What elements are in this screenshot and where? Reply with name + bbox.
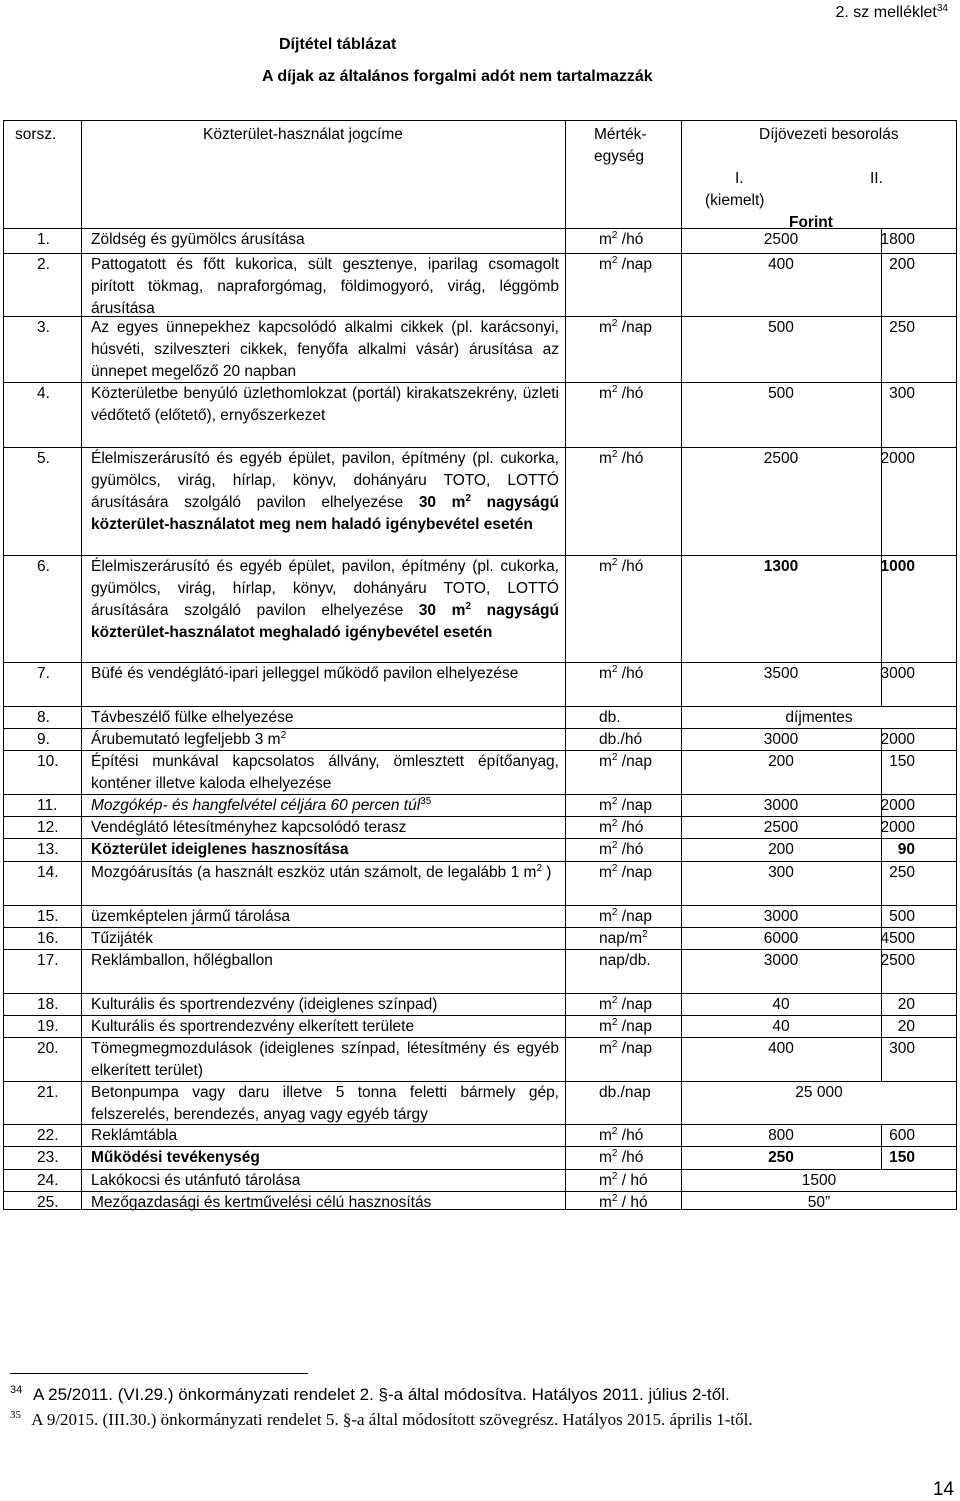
row-unit: nap/$m^2$ xyxy=(599,929,648,947)
row-unit: $m^2$ /hó xyxy=(599,840,644,858)
row-unit: $m^2$ /hó xyxy=(599,557,644,575)
row-number: 22. xyxy=(37,1127,59,1144)
row-unit: $m^2$ / hó xyxy=(599,1171,648,1189)
header-unit-1: Mérték- xyxy=(594,126,647,143)
row-value-cat2: 2000 xyxy=(880,450,915,467)
row-unit: $m^2$ /hó xyxy=(599,818,644,836)
table-row xyxy=(3,750,957,794)
fee-table xyxy=(3,120,957,1210)
table-row xyxy=(3,228,957,253)
row-description: Reklámtábla xyxy=(91,1127,178,1144)
row-number: 8. xyxy=(37,709,50,726)
table-row xyxy=(3,1146,957,1169)
row-value-cat1: 1300 xyxy=(763,558,799,575)
row-value-cat1: 250 xyxy=(768,1149,794,1166)
footnote-34 xyxy=(10,1385,730,1405)
row-description: Zöldség és gyümölcs árusítása xyxy=(91,231,305,248)
row-value-cat2: 2000 xyxy=(880,797,915,814)
row-unit: $m^2$ /hó xyxy=(599,384,644,402)
table-row xyxy=(3,993,957,1015)
row-unit: $m^2$ /nap xyxy=(599,752,652,770)
row-unit: $m^2$ /hó xyxy=(599,449,644,467)
row-value-cat2: 300 xyxy=(889,385,915,402)
row-value-cat1: 2500 xyxy=(763,819,799,836)
header-title: Közterület-használat jogcíme xyxy=(203,126,403,143)
row-value-cat2: 250 xyxy=(889,319,915,336)
row-value-cat1: 800 xyxy=(768,1127,794,1144)
row-description: Élelmiszerárusító és egyéb épület, pavilon, építmény (pl. cukorka, gyümölcs, virág, hírlap, könyv, dohányáru TOTO, LOTTÓ árusítására szolgáló pavilon elhelyezése 30 $m^2$ nagyságú közterület-használatot meghaladó igénybevétel esetén xyxy=(91,558,559,641)
row-value-cat2: 3000 xyxy=(880,665,915,682)
row-value-cat1: 200 xyxy=(768,841,794,858)
table-row xyxy=(3,905,957,927)
row-value-cat2: 500 xyxy=(889,908,915,925)
row-description: Reklámballon, hőlégballon xyxy=(91,952,273,969)
row-number: 7. xyxy=(37,665,50,682)
row-number: 4. xyxy=(37,385,50,402)
row-value-cat2: 200 xyxy=(889,256,915,273)
row-description: Működési tevékenység xyxy=(91,1149,260,1166)
row-description: Építési munkával kapcsolatos állvány, ömlesztett építőanyag, konténer illetve kaloda elhelyezése xyxy=(91,753,559,792)
table-row xyxy=(3,1191,957,1210)
row-value-cat1: 300 xyxy=(768,864,794,881)
row-value-cat1: 3000 xyxy=(763,908,799,925)
row-number: 14. xyxy=(37,864,59,881)
row-value-cat1: 500 xyxy=(768,319,794,336)
row-value-cat2: 250 xyxy=(889,864,915,881)
row-unit: nap/db. xyxy=(599,952,651,969)
row-number: 5. xyxy=(37,450,50,467)
row-value-cat1: 6000 xyxy=(763,930,799,947)
row-description: Betonpumpa vagy daru illetve 5 tonna feletti bármely gép, felszerelés, berendezés, anyag vagy egyéb tárgy xyxy=(91,1084,559,1123)
row-description: Lakókocsi és utánfutó tárolása xyxy=(91,1172,301,1189)
table-row xyxy=(3,861,957,905)
row-description: Közterület ideiglenes hasznosítása xyxy=(91,841,349,858)
footnote-ref-34: 34 xyxy=(936,3,948,14)
row-value-cat1: 2500 xyxy=(763,231,799,248)
page-number: 14 xyxy=(932,1479,954,1500)
table-row xyxy=(3,316,957,382)
row-number: 12. xyxy=(37,819,59,836)
row-description: Büfé és vendéglátó-ipari jelleggel működő pavilon elhelyezése xyxy=(91,665,519,682)
row-number: 11. xyxy=(37,797,58,814)
row-unit: $m^2$ /hó xyxy=(599,1148,644,1166)
page-subtitle: A díjak az általános forgalmi adót nem tartalmazzák xyxy=(262,68,653,85)
row-unit: $m^2$ /nap xyxy=(599,907,652,925)
header-cat2: II. xyxy=(870,170,883,187)
row-value-cat1: 400 xyxy=(768,256,794,273)
row-value-cat2: 1800 xyxy=(880,231,915,248)
row-number: 16. xyxy=(37,930,59,947)
row-value-cat1: 3000 xyxy=(763,952,799,969)
row-value-cat1: 40 xyxy=(772,1018,790,1035)
row-description: Tömegmegmozdulások (ideiglenes színpad, létesítmény és egyéb elkerített terület) xyxy=(91,1040,559,1079)
row-description: Közterületbe benyúló üzlethomlokzat (portál) kirakatszekrény, üzleti védőtető (előtető), ernyőszerkezet xyxy=(91,385,559,424)
header-cat1: I. xyxy=(735,170,744,187)
row-description: üzemképtelen jármű tárolása xyxy=(91,908,291,925)
row-number: 15. xyxy=(37,908,59,925)
row-unit: $m^2$ /nap xyxy=(599,255,652,273)
row-unit: $m^2$ / hó xyxy=(599,1193,648,1211)
table-row xyxy=(3,447,957,555)
row-description: Mozgóárusítás (a használt eszköz után számolt, de legalább 1 $m^2$ ) xyxy=(91,863,552,881)
table-row xyxy=(3,1037,957,1081)
row-description: Árubemutató legfeljebb 3 $m^2$ xyxy=(91,730,287,748)
row-number: 23. xyxy=(37,1149,59,1166)
row-value-cat2: 300 xyxy=(889,1040,915,1057)
row-value-cat1: 2500 xyxy=(763,450,799,467)
row-number: 21. xyxy=(37,1084,59,1101)
table-row xyxy=(3,728,957,750)
row-unit: $m^2$ /nap xyxy=(599,796,652,814)
row-value-merged: 25 000 xyxy=(795,1084,843,1101)
row-description: Kulturális és sportrendezvény elkerített területe xyxy=(91,1018,415,1035)
row-value-merged: 50” xyxy=(807,1194,831,1211)
footnote-text: A 25/2011. (VI.29.) önkormányzati rendelet 2. §-a által módosítva. Hatályos 2011. július 2-től. xyxy=(32,1385,730,1404)
table-row xyxy=(3,662,957,706)
table-row xyxy=(3,555,957,662)
row-unit: $m^2$ /hó xyxy=(599,1126,644,1144)
row-value-cat1: 40 xyxy=(772,996,790,1013)
row-number: 1. xyxy=(37,231,50,248)
row-value-cat2: 2500 xyxy=(880,952,915,969)
row-description: Tűzijáték xyxy=(91,930,154,947)
table-row xyxy=(3,382,957,447)
row-number: 3. xyxy=(37,319,50,336)
table-row xyxy=(3,838,957,861)
row-number: 17. xyxy=(37,952,59,969)
row-description: Kulturális és sportrendezvény (ideiglenes színpad) xyxy=(91,996,438,1013)
row-value-cat2: 150 xyxy=(889,1149,915,1166)
row-value-cat2: 600 xyxy=(889,1127,915,1144)
row-value-cat2: 4500 xyxy=(880,930,915,947)
row-unit: $m^2$ /nap xyxy=(599,318,652,336)
row-number: 20. xyxy=(37,1040,59,1057)
row-unit: db./nap xyxy=(599,1084,651,1101)
header-category: Díjövezeti besorolás xyxy=(759,126,899,143)
row-description: Pattogatott és főtt kukorica, sült gesztenye, iparilag csomagolt pirított tökmag, napraforgómag, földimogyoró, virág, léggömb árusítása xyxy=(91,256,559,317)
header-currency: Forint xyxy=(789,214,833,231)
header-cat1-note: (kiemelt) xyxy=(705,192,765,209)
row-value-cat1: 500 xyxy=(768,385,794,402)
header-no: sorsz. xyxy=(15,126,57,143)
row-description: Élelmiszerárusító és egyéb épület, pavilon, építmény (pl. cukorka, gyümölcs, virág, hírlap, könyv, dohányáru TOTO, LOTTÓ árusítására szolgáló pavilon elhelyezése 30 $m^2$ nagyságú közterület-használatot meg nem haladó igénybevétel esetén xyxy=(91,450,559,533)
footnote-separator xyxy=(10,1373,308,1374)
annex-prefix: 2. sz melléklet xyxy=(835,4,937,21)
table-row xyxy=(3,927,957,949)
grid-hline xyxy=(3,120,957,121)
row-description: Vendéglátó létesítményhez kapcsolódó terasz xyxy=(91,819,407,836)
table-row xyxy=(3,1124,957,1146)
row-number: 18. xyxy=(37,996,59,1013)
row-description: Mezőgazdasági és kertművelési célú hasznosítás xyxy=(91,1194,432,1211)
row-value-cat2: 2000 xyxy=(880,731,915,748)
row-value-merged: díjmentes xyxy=(785,709,853,726)
row-number: 2. xyxy=(37,256,50,273)
row-description: Az egyes ünnepekhez kapcsolódó alkalmi cikkek (pl. karácsonyi, húsvéti, szilveszteri cikkek, fenyőfa alkalmi vásár) árusítása az ünnepet megelőző 20 napban xyxy=(91,319,559,380)
row-number: 24. xyxy=(37,1172,59,1189)
row-unit: $m^2$ /hó xyxy=(599,230,644,248)
row-unit: db./hó xyxy=(599,731,643,748)
row-number: 13. xyxy=(37,841,59,858)
row-value-cat2: 1000 xyxy=(880,558,915,575)
row-unit: $m^2$ /nap xyxy=(599,1017,652,1035)
row-value-cat2: 150 xyxy=(889,753,915,770)
table-row xyxy=(3,1081,957,1124)
row-value-cat2: 90 xyxy=(897,841,915,858)
row-value-cat1: 400 xyxy=(768,1040,794,1057)
header-unit-2: egység xyxy=(594,148,644,165)
annex-label xyxy=(836,4,949,22)
row-value-merged: 1500 xyxy=(801,1172,837,1189)
row-value-cat2: 20 xyxy=(897,996,915,1013)
row-number: 25. xyxy=(37,1194,59,1211)
row-unit: $m^2$ /nap xyxy=(599,863,652,881)
row-value-cat1: 200 xyxy=(768,753,794,770)
footnote-text: A 9/2015. (III.30.) önkormányzati rendelet 5. §-a által módosított szövegrész. Hatályos 2015. április 1-től. xyxy=(31,1410,753,1429)
row-value-cat2: 20 xyxy=(897,1018,915,1035)
row-value-cat2: 2000 xyxy=(880,819,915,836)
table-row xyxy=(3,253,957,316)
table-row xyxy=(3,1169,957,1191)
row-unit: $m^2$ /nap xyxy=(599,995,652,1013)
table-row xyxy=(3,794,957,816)
row-number: 6. xyxy=(37,558,50,575)
footnote-number: 35 xyxy=(10,1409,21,1421)
row-unit: $m^2$ /hó xyxy=(599,664,644,682)
table-row xyxy=(3,816,957,838)
footnote-number: 34 xyxy=(10,1384,23,1396)
row-value-cat1: 3000 xyxy=(763,797,799,814)
row-description: Mozgókép- és hangfelvétel céljára 60 percen túl$^{35}$ xyxy=(91,796,432,814)
row-number: 9. xyxy=(37,731,50,748)
row-number: 10. xyxy=(37,753,59,770)
table-row xyxy=(3,706,957,728)
page-title: Díjtétel táblázat xyxy=(279,36,397,53)
row-unit: $m^2$ /nap xyxy=(599,1039,652,1057)
row-description: Távbeszélő fülke elhelyezése xyxy=(91,709,294,726)
table-row xyxy=(3,1015,957,1037)
row-value-cat1: 3000 xyxy=(763,731,799,748)
row-unit: db. xyxy=(599,709,621,726)
table-row xyxy=(3,949,957,993)
row-number: 19. xyxy=(37,1018,59,1035)
row-value-cat1: 3500 xyxy=(763,665,799,682)
footnote-35 xyxy=(10,1410,753,1430)
